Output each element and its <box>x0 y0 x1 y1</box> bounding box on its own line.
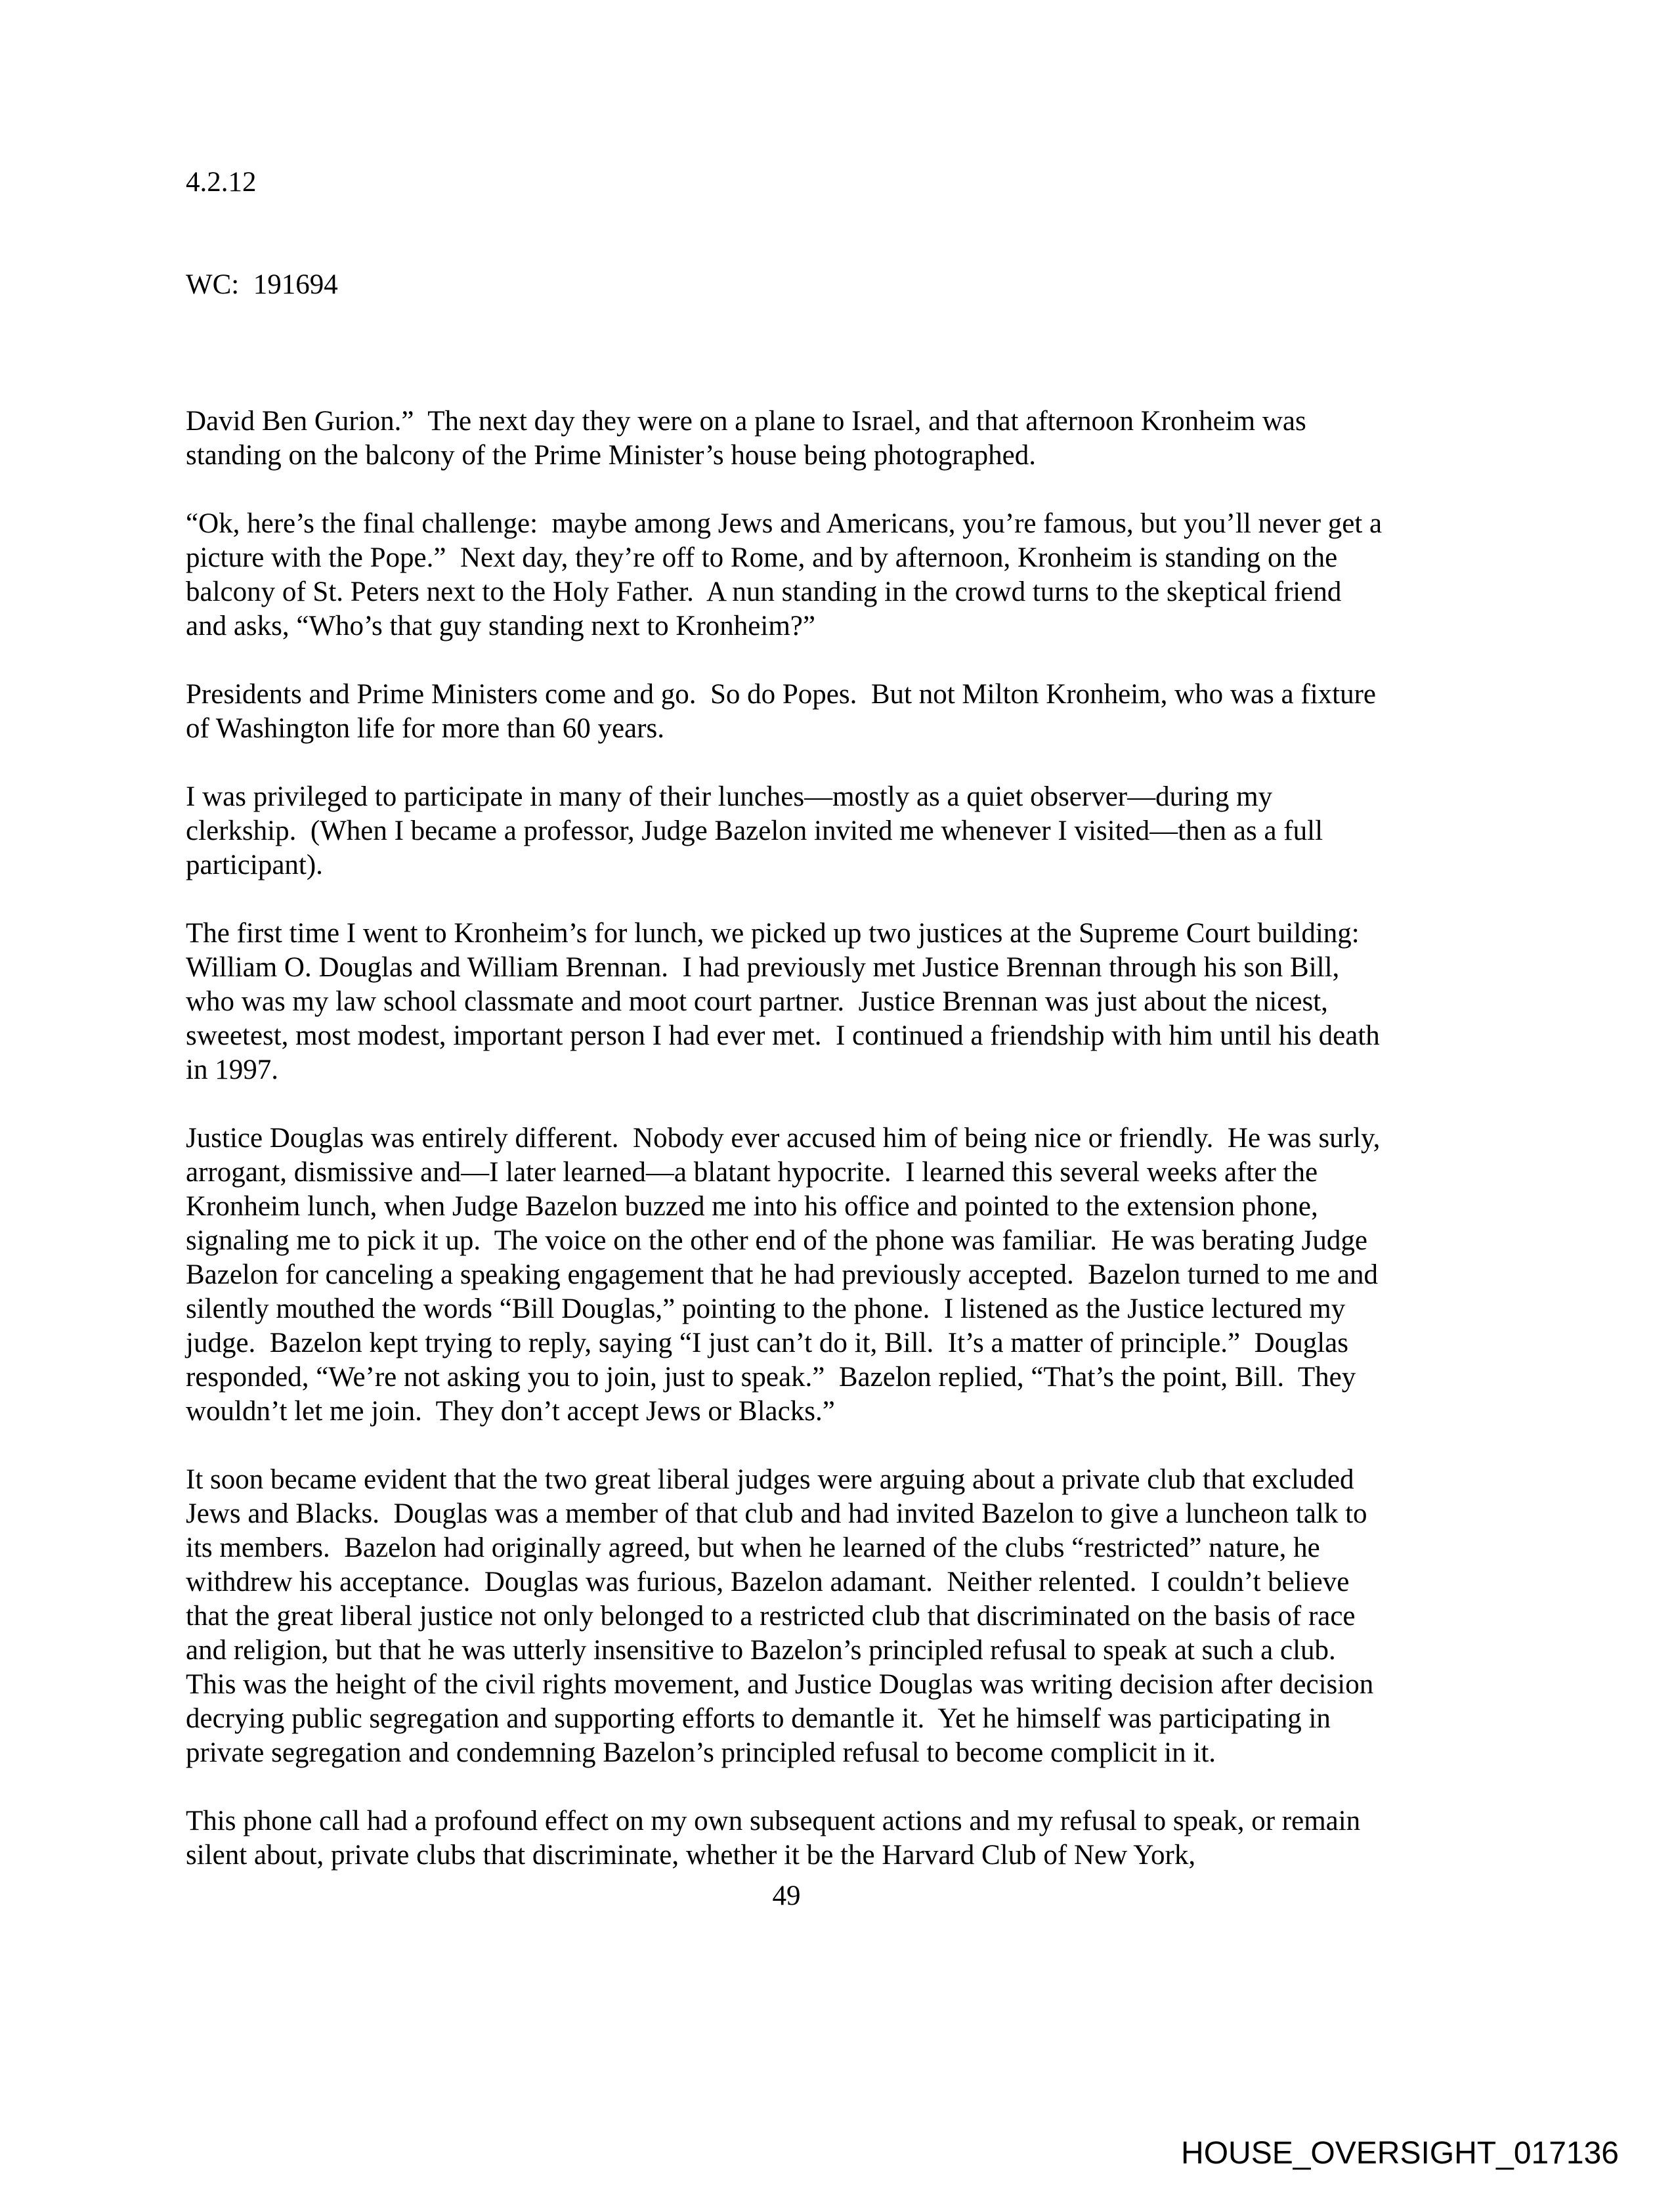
paragraph: David Ben Gurion.” The next day they were on a plane to Israel, and that afternoon Kronheim was standing on the balcony of the Prime Minister’s house being photographed. <box>186 406 1314 471</box>
header-word-count: WC: 191694 <box>186 269 338 300</box>
paragraph: I was privileged to participate in many of their lunches—mostly as a quiet observer—during my clerkship. (When I became a professor, Judge Bazelon invited me whenever I visited—then as a full participant). <box>186 781 1330 880</box>
document-body <box>186 97 1387 1907</box>
paragraph: Justice Douglas was entirely different. Nobody ever accused him of being nice or friendly. He was surly, arrogant, dismissive and—I later learned—a blatant hypocrite. I learned this several weeks after the Kronheim lunch, when Judge Bazelon buzzed me into his office and pointed to the extension phone, signaling me to pick it up. The voice on the other end of the phone was familiar. He was berating Judge Bazelon for canceling a speaking engagement that he had previously accepted. Bazelon turned to me and silently mouthed the words “Bill Douglas,” pointing to the phone. I listened as the Justice lectured my judge. Bazelon kept trying to reply, saying “I just can’t do it, Bill. It’s a matter of principle.” Douglas responded, “We’re not asking you to join, just to speak.” Bazelon replied, “That’s the point, Bill. They wouldn’t let me join. They don’t accept Jews or Blacks.” <box>186 1123 1388 1427</box>
paragraph: This phone call had a profound effect on my own subsequent actions and my refusal to speak, or remain silent about, private clubs that discriminate, whether it be the Harvard Club of New York, <box>186 1806 1367 1871</box>
paragraph: The first time I went to Kronheim’s for lunch, we picked up two justices at the Supreme Court building: William O. Douglas and William Brennan. I had previously met Justice Brennan through his son Bill, who was my law school classmate and moot court partner. Justice Brennan was just about the nicest, sweetest, most modest, important person I had ever met. I continued a friendship with him until his death in 1997. <box>186 918 1387 1085</box>
bates-number: HOUSE_OVERSIGHT_017136 <box>1181 2136 1619 2171</box>
header-date: 4.2.12 <box>186 167 257 198</box>
page-number: 49 <box>772 1880 801 1911</box>
paragraph: “Ok, here’s the final challenge: maybe among Jews and Americans, you’re famous, but you’ll never get a picture with the Pope.” Next day, they’re off to Rome, and by afternoon, Kronheim is standing on the balcony of St. Peters next to the Holy Father. A nun standing in the crowd turns to the skeptical friend and asks, “Who’s that guy standing next to Kronheim?” <box>186 508 1389 641</box>
paragraph: Presidents and Prime Ministers come and go. So do Popes. But not Milton Kronheim, who was a fixture of Washington life for more than 60 years. <box>186 679 1383 744</box>
paragraph: It soon became evident that the two great liberal judges were arguing about a private club that excluded Jews and Blacks. Douglas was a member of that club and had invited Bazelon to give a luncheon talk to its members. Bazelon had originally agreed, but when he learned of the clubs “restricted” nature, he withdrew his acceptance. Douglas was furious, Bazelon adamant. Neither relented. I couldn’t believe that the great liberal justice not only belonged to a restricted club that discriminated on the basis of race and religion, but that he was utterly insensitive to Bazelon’s principled refusal to speak at such a club. This was the height of the civil rights movement, and Justice Douglas was writing decision after decision decrying public segregation and supporting efforts to demantle it. Yet he himself was participating in private segregation and condemning Bazelon’s principled refusal to become complicit in it. <box>186 1464 1381 1768</box>
document-header <box>186 97 1387 370</box>
